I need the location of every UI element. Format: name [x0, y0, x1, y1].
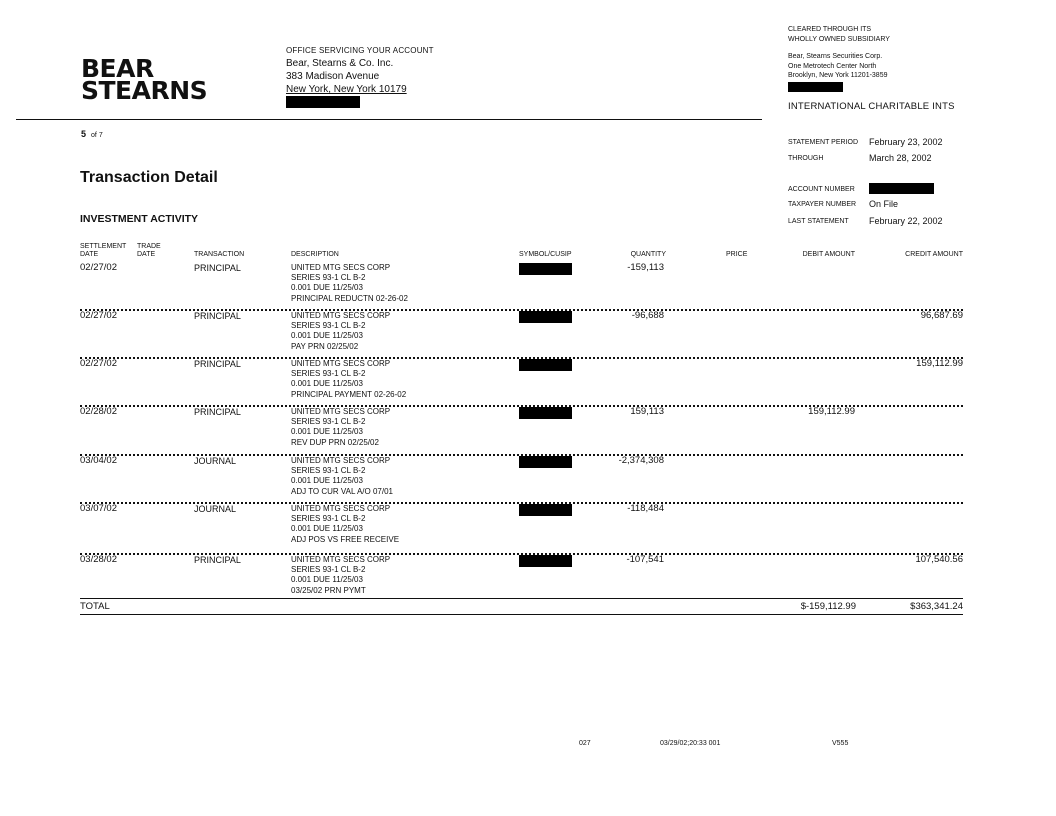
description: [291, 407, 390, 448]
description-line-2: SERIES 93-1 CL B-2: [291, 466, 366, 476]
description-line-3: 0.001 DUE 11/25/03: [291, 524, 363, 534]
description-line-2: SERIES 93-1 CL B-2: [291, 321, 366, 331]
cusip-redacted: [519, 555, 572, 567]
cusip-redacted: [519, 407, 572, 419]
col-transaction: TRANSACTION: [194, 251, 245, 258]
settlement-date: 02/27/02: [80, 310, 117, 321]
office-city: New York, New York 10179: [286, 84, 407, 95]
clearing-firm-city: Brooklyn, New York 11201-3859: [788, 72, 888, 79]
table-row: [80, 309, 963, 355]
description-line-1: UNITED MTG SECS CORP: [291, 359, 391, 368]
col-price: PRICE: [726, 251, 748, 258]
logo-line-2: STEARNS: [81, 76, 208, 105]
redaction-bar: [788, 82, 843, 92]
description-line-3: 0.001 DUE 11/25/03: [291, 331, 363, 341]
clearing-block: [788, 25, 890, 96]
cleared-line-1: CLEARED THROUGH ITS: [788, 26, 872, 33]
total-bottom-rule: [80, 614, 963, 615]
header-divider: [16, 119, 762, 120]
quantity: -118,484: [627, 503, 664, 514]
cusip-redacted: [519, 456, 572, 468]
description-line-3: 0.001 DUE 11/25/03: [291, 476, 363, 486]
table-row: [80, 502, 963, 548]
col-symbol: SYMBOL/CUSIP: [519, 251, 572, 258]
bear-stearns-logo: [81, 54, 208, 105]
col-description: DESCRIPTION: [291, 251, 339, 258]
cusip-redacted: [519, 311, 572, 323]
description-line-1: UNITED MTG SECS CORP: [291, 407, 391, 416]
office-title: OFFICE SERVICING YOUR ACCOUNT: [286, 46, 434, 55]
transaction-type: JOURNAL: [194, 456, 237, 466]
redaction-bar: [286, 96, 360, 108]
col-quantity: QUANTITY: [630, 251, 666, 258]
description-line-2: SERIES 93-1 CL B-2: [291, 369, 366, 379]
description-line-4: PRINCIPAL PAYMENT 02-26-02: [291, 389, 407, 399]
description: [291, 359, 406, 400]
transaction-type: PRINCIPAL: [194, 407, 241, 417]
office-street: 383 Madison Avenue: [286, 71, 380, 82]
description-line-4: 03/25/02 PRN PYMT: [291, 585, 366, 595]
through-value: March 28, 2002: [869, 153, 932, 163]
footer-timestamp: 03/29/02;20:33 001: [660, 740, 721, 747]
transaction-type: PRINCIPAL: [194, 311, 241, 321]
logo-line-1: BEAR: [81, 54, 154, 83]
description: [291, 263, 408, 304]
description: [291, 456, 393, 497]
account-number-redacted: [869, 183, 934, 194]
taxpayer-number-label: TAXPAYER NUMBER: [788, 201, 857, 208]
settlement-date: 02/27/02: [80, 358, 117, 369]
description-line-2: SERIES 93-1 CL B-2: [291, 273, 366, 283]
footer-code-1: 027: [579, 740, 591, 747]
statement-period-value: February 23, 2002: [869, 137, 943, 147]
account-number-label: ACCOUNT NUMBER: [788, 186, 855, 193]
table-row: [80, 454, 963, 500]
transaction-type: PRINCIPAL: [194, 263, 241, 273]
settlement-date: 03/07/02: [80, 503, 117, 514]
quantity: 159,113: [630, 406, 664, 417]
taxpayer-number-value: On File: [869, 199, 899, 209]
table-row: [80, 357, 963, 403]
total-label: TOTAL: [80, 601, 110, 612]
description-line-1: UNITED MTG SECS CORP: [291, 263, 391, 272]
page-number: 5: [81, 129, 87, 139]
table-row: [80, 553, 963, 599]
description-line-3: 0.001 DUE 11/25/03: [291, 575, 363, 585]
description-line-1: UNITED MTG SECS CORP: [291, 456, 391, 465]
description-line-4: PAY PRN 02/25/02: [291, 341, 359, 351]
total-top-rule: [80, 598, 963, 599]
clearing-firm-street: One Metrotech Center North: [788, 62, 877, 70]
table-row: [80, 405, 963, 451]
page-title: Transaction Detail: [80, 169, 218, 186]
description: [291, 504, 399, 545]
description: [291, 555, 390, 596]
description-line-2: SERIES 93-1 CL B-2: [291, 565, 366, 575]
quantity: -159,113: [627, 262, 664, 273]
page-indicator: [81, 129, 103, 139]
total-debit: $-159,112.99: [800, 601, 856, 612]
credit-amount: 96,687.69: [920, 310, 963, 321]
description-line-4: PRINCIPAL REDUCTN 02-26-02: [291, 293, 408, 303]
description-line-3: 0.001 DUE 11/25/03: [291, 427, 363, 437]
description-line-4: REV DUP PRN 02/25/02: [291, 437, 379, 447]
transaction-type: PRINCIPAL: [194, 359, 241, 369]
quantity: -96,688: [631, 310, 664, 321]
table-row: [80, 261, 963, 307]
col-credit: CREDIT AMOUNT: [905, 251, 963, 258]
total-credit: $363,341.24: [910, 601, 963, 612]
credit-amount: 159,112.99: [916, 358, 963, 369]
cleared-line-2: WHOLLY OWNED SUBSIDIARY: [788, 36, 890, 43]
description-line-1: UNITED MTG SECS CORP: [291, 504, 391, 513]
description-line-2: SERIES 93-1 CL B-2: [291, 417, 366, 427]
col-settlement-date: SETTLEMENT DATE: [80, 243, 127, 258]
office-name: Bear, Stearns & Co. Inc.: [286, 58, 394, 69]
settlement-date: 03/04/02: [80, 455, 117, 466]
col-debit: DEBIT AMOUNT: [802, 251, 855, 258]
statement-period-label: STATEMENT PERIOD: [788, 139, 859, 146]
description-line-1: UNITED MTG SECS CORP: [291, 311, 391, 320]
description: [291, 311, 390, 352]
cusip-redacted: [519, 263, 572, 275]
description-line-2: SERIES 93-1 CL B-2: [291, 514, 366, 524]
footer-code-2: V555: [832, 740, 849, 747]
quantity: -107,541: [626, 554, 664, 565]
settlement-date: 02/28/02: [80, 406, 117, 417]
last-statement-label: LAST STATEMENT: [788, 218, 849, 225]
description-line-4: ADJ TO CUR VAL A/O 07/01: [291, 486, 393, 496]
description-line-3: 0.001 DUE 11/25/03: [291, 379, 363, 389]
settlement-date: 02/27/02: [80, 262, 117, 273]
last-statement-value: February 22, 2002: [869, 216, 943, 226]
credit-amount: 107,540.56: [915, 554, 963, 565]
transaction-type: JOURNAL: [194, 504, 237, 514]
debit-amount: 159,112.99: [808, 406, 855, 417]
through-label: THROUGH: [788, 155, 824, 162]
page-of: of 7: [91, 132, 103, 139]
cusip-redacted: [519, 504, 572, 516]
section-title: INVESTMENT ACTIVITY: [80, 213, 199, 225]
description-line-1: UNITED MTG SECS CORP: [291, 555, 391, 564]
office-address-block: [286, 44, 434, 112]
quantity: -2,374,308: [618, 455, 664, 466]
col-trade-date: TRADE DATE: [137, 243, 161, 258]
clearing-firm-name: Bear, Stearns Securities Corp.: [788, 53, 883, 60]
settlement-date: 03/28/02: [80, 554, 117, 565]
transaction-type: PRINCIPAL: [194, 555, 241, 565]
cusip-redacted: [519, 359, 572, 371]
description-line-3: 0.001 DUE 11/25/03: [291, 283, 363, 293]
account-name: INTERNATIONAL CHARITABLE INTS: [788, 101, 955, 112]
description-line-4: ADJ POS VS FREE RECEIVE: [291, 534, 400, 544]
